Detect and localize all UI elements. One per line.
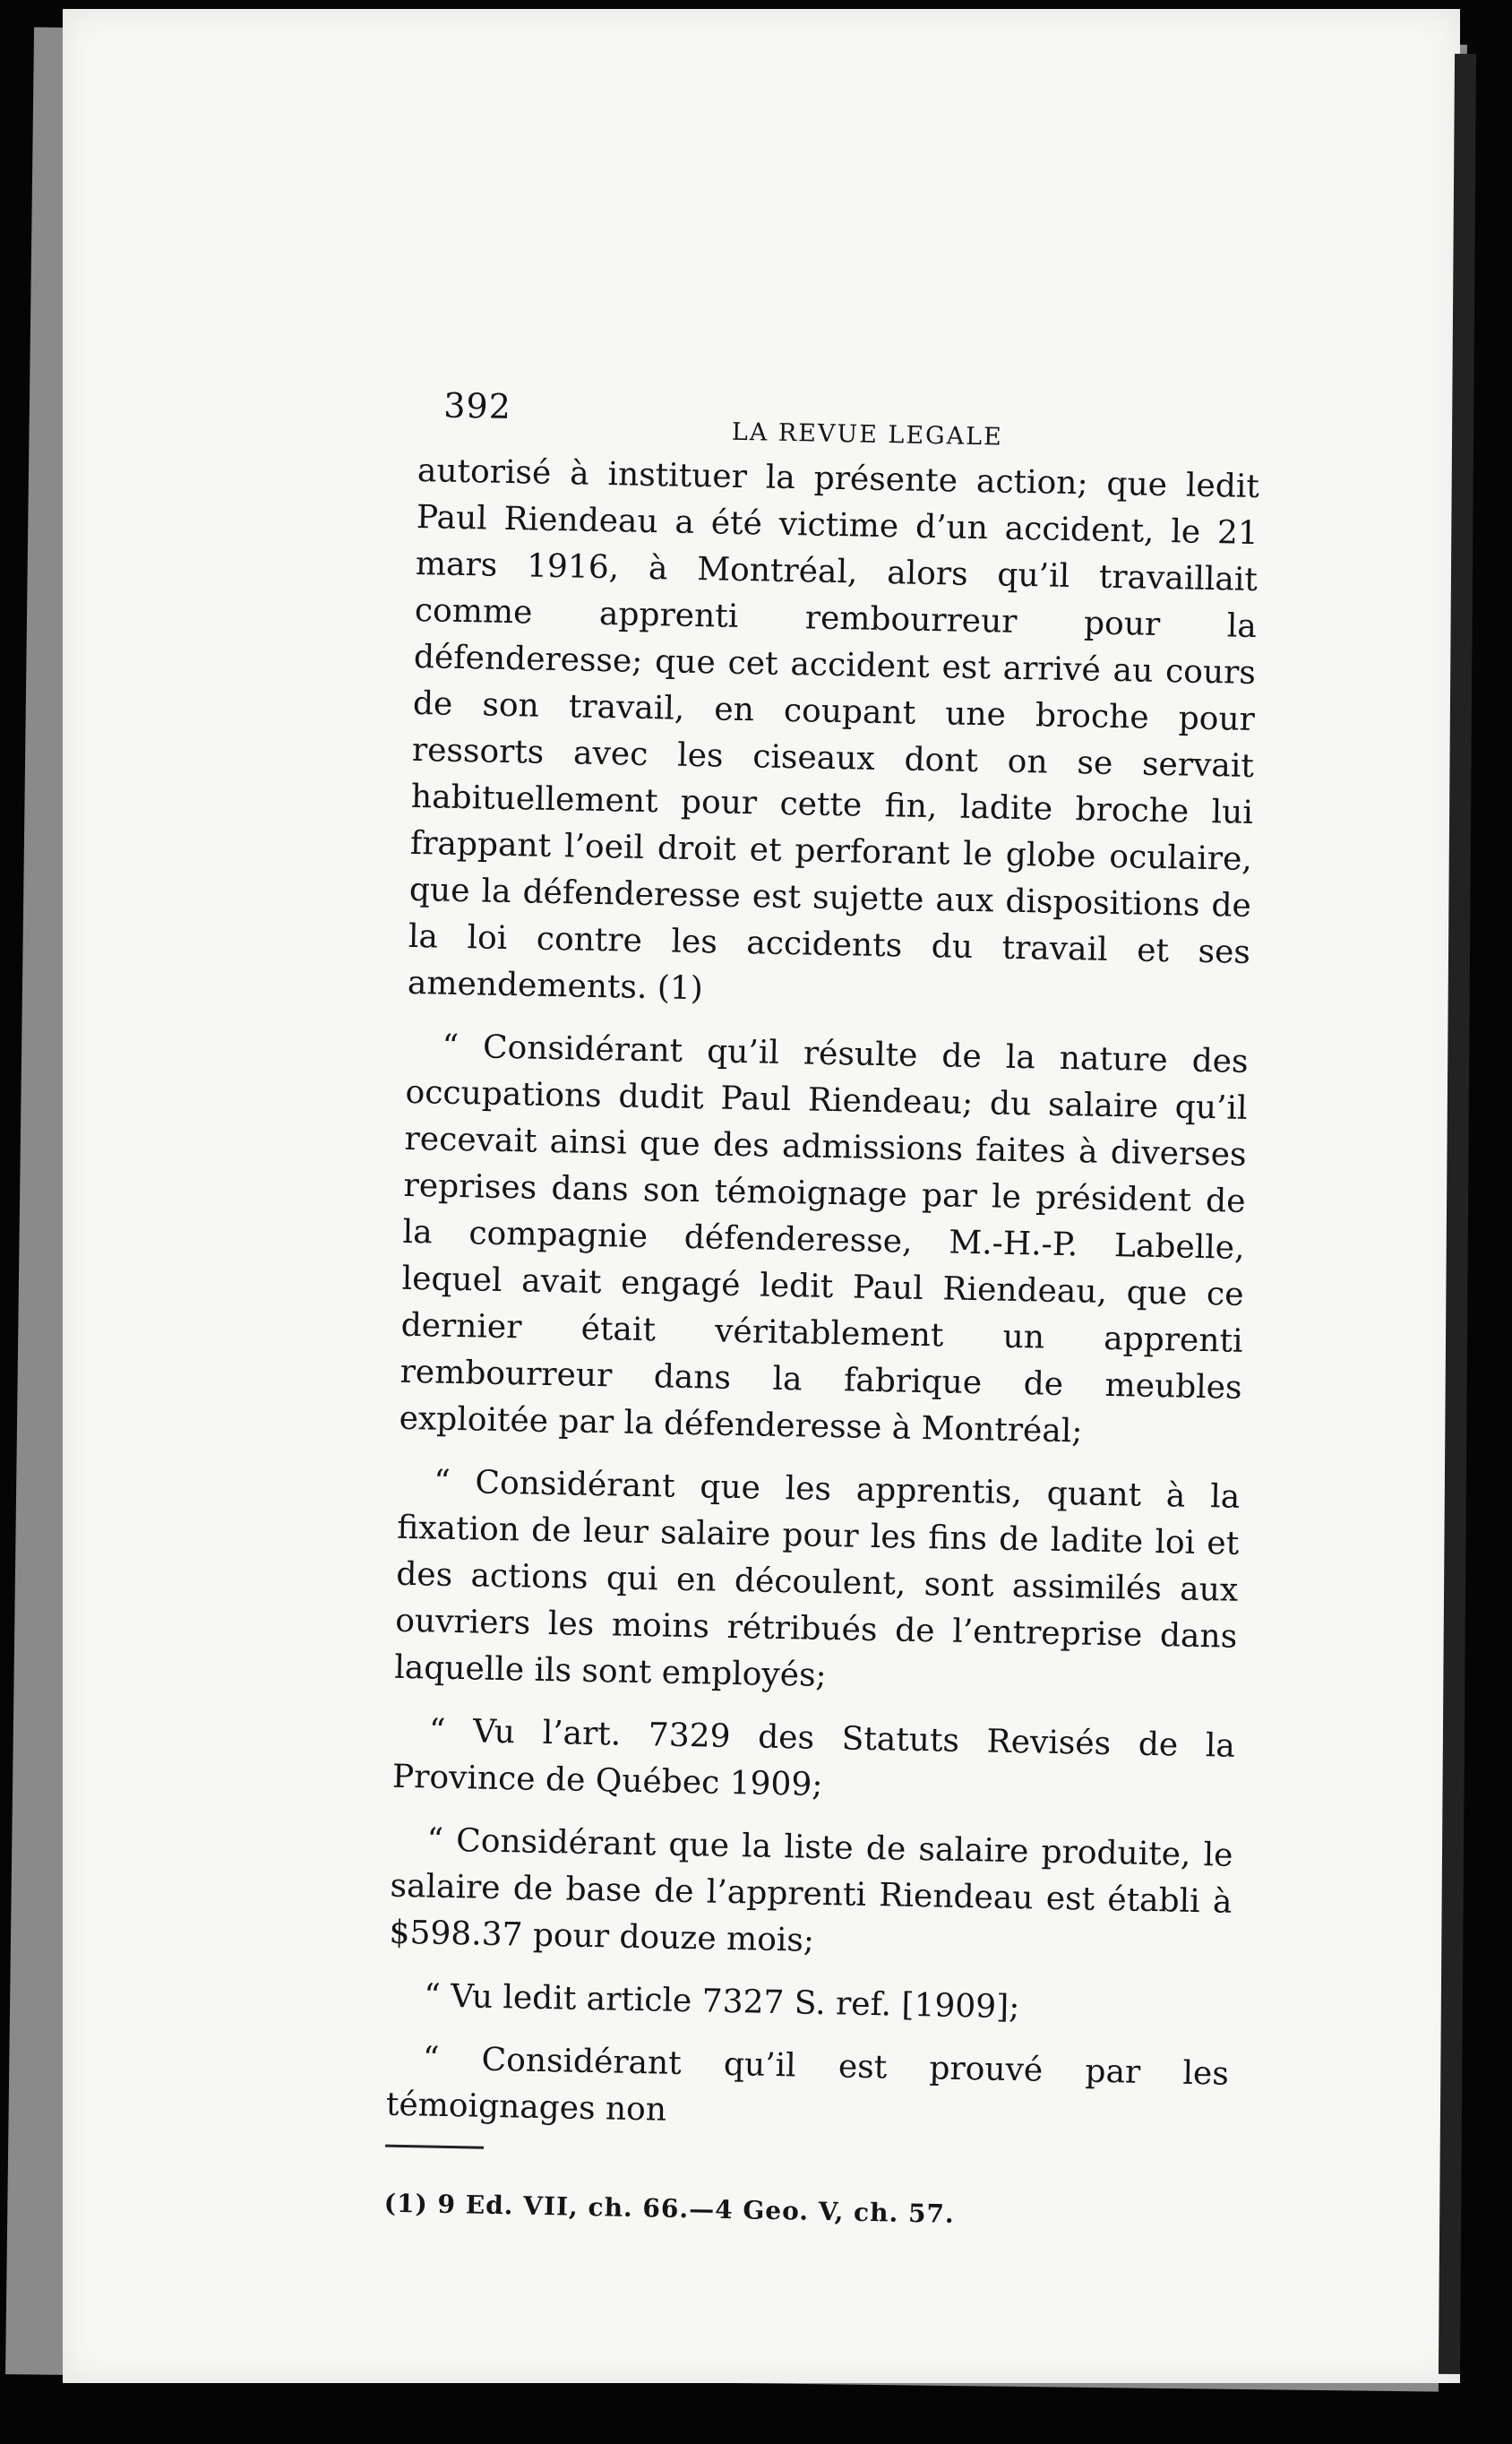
page-number: 392 bbox=[442, 385, 512, 426]
running-head: LA REVUE LEGALE bbox=[731, 417, 1004, 452]
paragraph-7: “ Considérant qu’il est prouvé par les témoignages non bbox=[385, 2040, 1230, 2129]
paragraph-3: “ Considérant que les apprentis, quant à la fixation de leur salaire pour les fins de ladite loi et des actions qui en découlent, sont assimilés aux ouvriers les moins rétribués de l’entreprise dans laquelle ils sont employés; bbox=[393, 1463, 1241, 1694]
paragraph-5: “ Considérant que la liste de salaire produite, le salaire de base de l’apprenti Riendeau est établi à $598.37 pour douze mois; bbox=[389, 1821, 1233, 1959]
footnote-rule bbox=[385, 2145, 484, 2149]
page-content bbox=[384, 376, 1261, 2234]
paragraph-1: autorisé à instituer la présente action; que ledit Paul Riendeau a été victime d’un accident, le 21 mars 1916, à Montréal, alors qu’il travaillait comme apprenti rembourreur pour la défenderesse; que cet accident est arrivé au cours de son travail, en coupant une broche pour ressorts avec les ciseaux dont on se servait habituellement pour cette fin, ladite broche lui frappant l’oeil droit et perforant le globe oculaire, que la défenderesse est sujette aux dispositions de la loi contre les accidents du travail et ses amendements. (1) bbox=[407, 452, 1260, 1008]
footnote: (1) 9 Ed. VII, ch. 66.—4 Geo. V, ch. 57. bbox=[383, 2188, 956, 2229]
paragraph-2: “ Considérant qu’il résulte de la nature des occupations dudit Paul Riendeau; du salaire qu’il recevait ainsi que des admissions faites à diverses reprises dans son témoignage par le président de la compagnie défenderesse, M.-H.-P. Labelle, lequel avait engagé ledit Paul Riendeau, que ce dernier était véritablement un apprenti rembourreur dans la fabrique de meubles exploitée par la défenderesse à Montréal; bbox=[399, 1028, 1249, 1450]
paragraph-6: “ Vu ledit article 7327 S. ref. [1909]; bbox=[423, 1977, 1020, 2027]
paragraph-4: “ Vu l’art. 7329 des Statuts Revisés de la Province de Québec 1909; bbox=[391, 1712, 1236, 1803]
